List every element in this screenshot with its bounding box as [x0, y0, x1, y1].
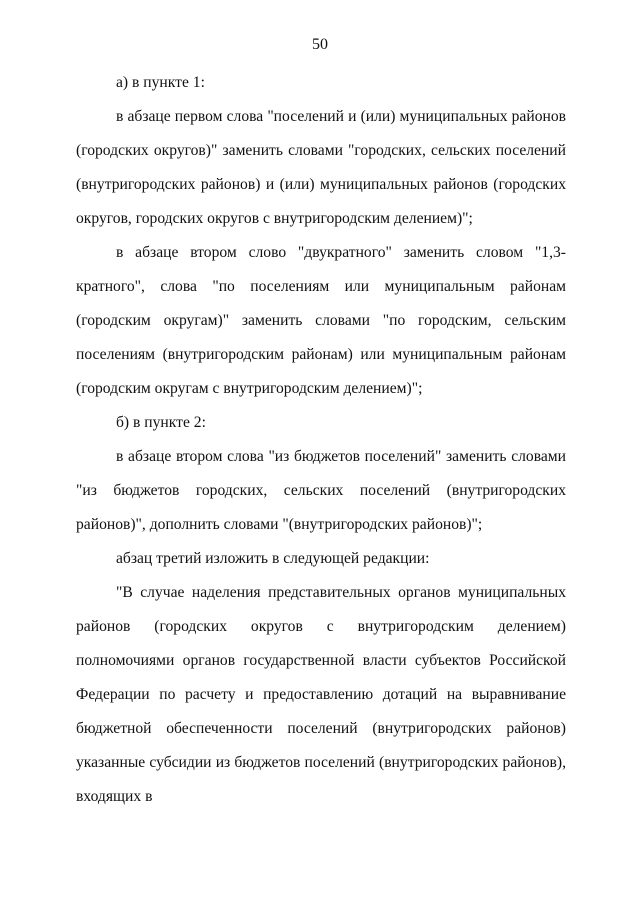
paragraph-subpoint-b: б) в пункте 2: [116, 414, 206, 431]
paragraph-subpoint-a: а) в пункте 1: [116, 74, 205, 91]
paragraph-first-abzac: в абзаце первом слова "поселений и (или) муниципальных районов (городских округов)" заменить словами "городских, сельских поселений (внутригородских районов) и (или) муниципальных районов (городских округов, городских округов с внутригородским делением)"; [76, 108, 566, 227]
paragraph-third-abzac-intro: абзац третий изложить в следующей редакции: [116, 550, 430, 567]
paragraph-new-wording: "В случае наделения представительных органов муниципальных районов (городских округов с внутригородским делением) полномочиями органов государственной власти субъектов Российской Федерации по расчету и предоставлению дотаций на выравнивание бюджетной обеспеченности поселений (внутригородских районов) указанные субсидии из бюджетов поселений (внутригородских районов), входящих в [76, 584, 566, 805]
document-body [76, 66, 566, 814]
paragraph-second-abzac: в абзаце втором слово "двукратного" заменить словом "1,3-кратного", слова "по поселениям или муниципальным районам (городским округам)" заменить словами "по городским, сельским поселениям (внутригородским районам) или муниципальным районам (городским округам с внутригородским делением)"; [76, 244, 566, 397]
paragraph-second-abzac-b: в абзаце втором слова "из бюджетов поселений" заменить словами "из бюджетов городских, сельских поселений (внутригородских районов)", дополнить словами "(внутригородских районов)"; [76, 448, 566, 533]
page-number: 50 [312, 36, 328, 53]
